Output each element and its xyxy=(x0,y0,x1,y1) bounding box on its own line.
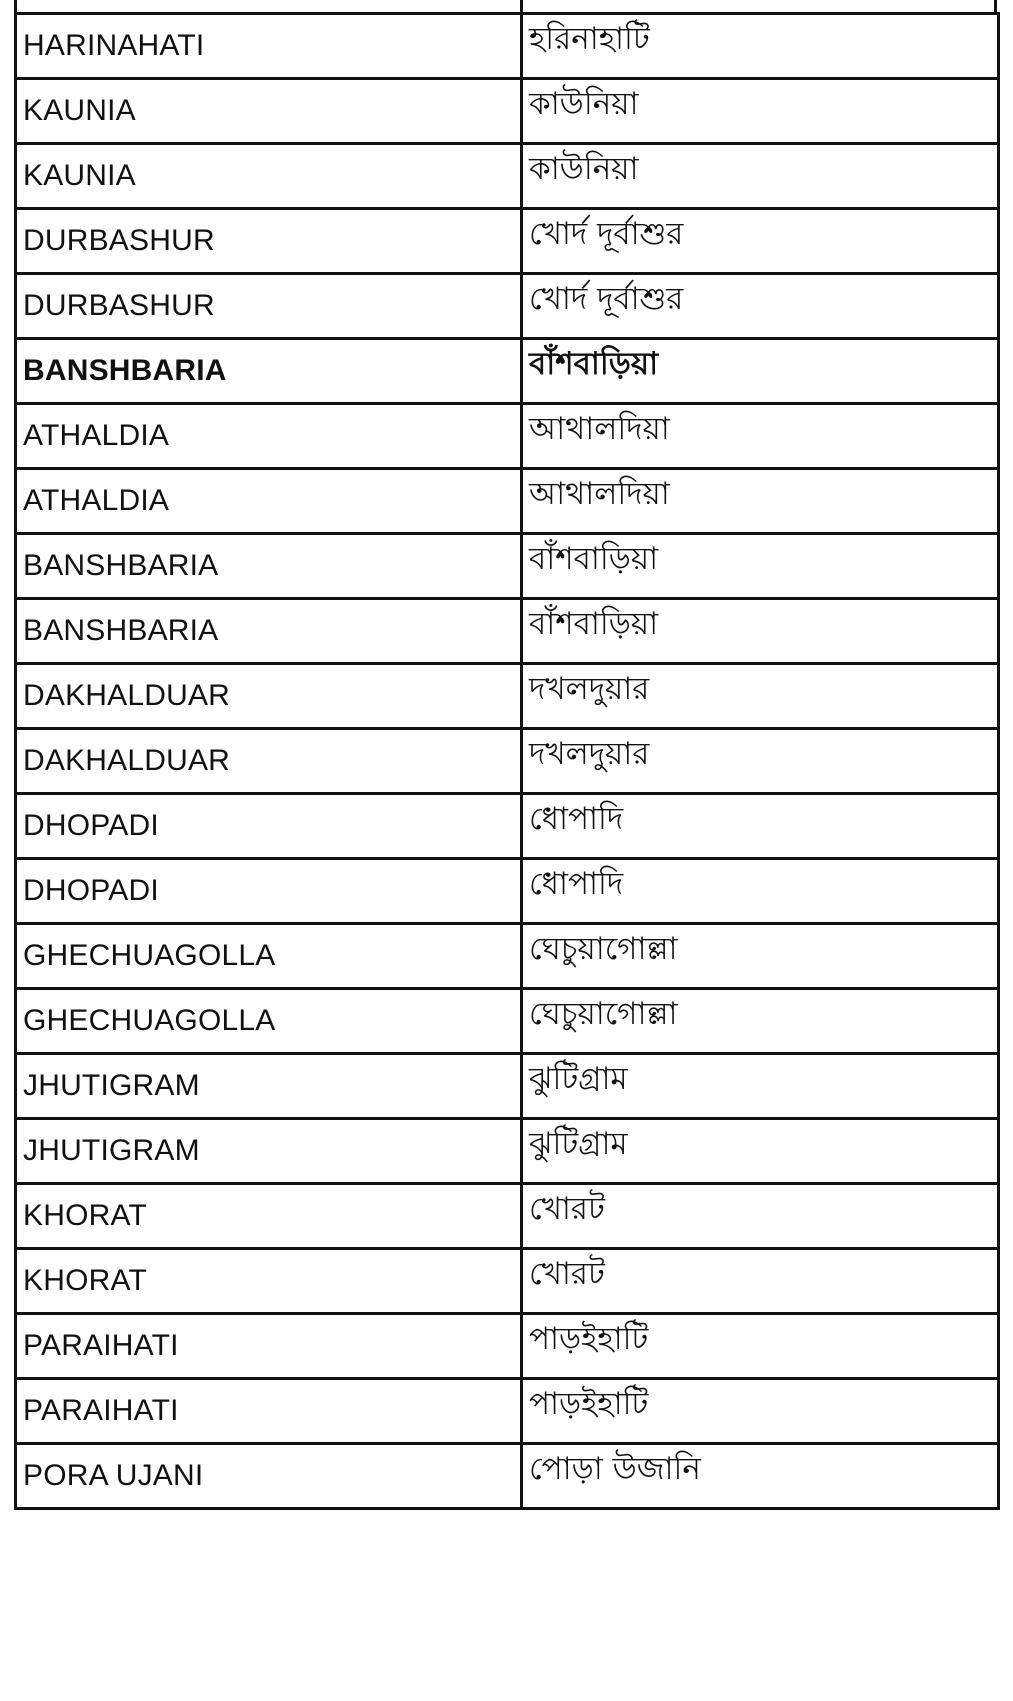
english-name-cell: JHUTIGRAM xyxy=(16,1054,522,1119)
english-name-cell: BANSHBARIA xyxy=(16,339,522,404)
bengali-name-cell: দখলদুয়ার xyxy=(522,664,999,729)
table-row xyxy=(16,794,999,859)
english-name-cell: KHORAT xyxy=(16,1249,522,1314)
bengali-name-cell: ঝুটিগ্রাম xyxy=(522,1054,999,1119)
bengali-name-cell: হরিনাহাটি xyxy=(522,14,999,79)
table-row xyxy=(16,599,999,664)
table-row xyxy=(16,534,999,599)
table-row xyxy=(16,1314,999,1379)
table-row xyxy=(16,14,999,79)
table-row xyxy=(16,989,999,1054)
table-row xyxy=(16,1054,999,1119)
cutoff-table-row xyxy=(14,0,997,12)
bengali-name-cell: বাঁশবাড়িয়া xyxy=(522,599,999,664)
table-row xyxy=(16,1184,999,1249)
bengali-name-cell: কাউনিয়া xyxy=(522,144,999,209)
english-name-cell: DAKHALDUAR xyxy=(16,664,522,729)
column-divider xyxy=(520,0,523,12)
bengali-name-cell: বাঁশবাড়িয়া xyxy=(522,534,999,599)
table-row xyxy=(16,924,999,989)
english-name-cell: HARINAHATI xyxy=(16,14,522,79)
english-name-cell: ATHALDIA xyxy=(16,404,522,469)
english-name-cell: GHECHUAGOLLA xyxy=(16,989,522,1054)
english-name-cell: DHOPADI xyxy=(16,859,522,924)
english-name-cell: PARAIHATI xyxy=(16,1379,522,1444)
bengali-name-cell: ঘেচুয়াগোল্লা xyxy=(522,989,999,1054)
bengali-name-cell: ধোপাদি xyxy=(522,859,999,924)
english-name-cell: DURBASHUR xyxy=(16,209,522,274)
english-name-cell: KAUNIA xyxy=(16,144,522,209)
bengali-name-cell: খোরট xyxy=(522,1249,999,1314)
table-row xyxy=(16,79,999,144)
english-name-cell: ATHALDIA xyxy=(16,469,522,534)
bengali-name-cell: পাড়ইহাটি xyxy=(522,1379,999,1444)
table-row xyxy=(16,664,999,729)
english-name-cell: KAUNIA xyxy=(16,79,522,144)
english-name-cell: BANSHBARIA xyxy=(16,534,522,599)
table-row xyxy=(16,339,999,404)
table-row xyxy=(16,859,999,924)
bengali-name-cell: ঝুটিগ্রাম xyxy=(522,1119,999,1184)
bengali-name-cell: খোরট xyxy=(522,1184,999,1249)
english-name-cell: DURBASHUR xyxy=(16,274,522,339)
bengali-name-cell: আথালদিয়া xyxy=(522,404,999,469)
place-name-table xyxy=(14,12,1000,1510)
english-name-cell: PORA UJANI xyxy=(16,1444,522,1509)
table-row xyxy=(16,144,999,209)
table-row xyxy=(16,729,999,794)
table-row xyxy=(16,1379,999,1444)
bengali-name-cell: দখলদুয়ার xyxy=(522,729,999,794)
bengali-name-cell: আথালদিয়া xyxy=(522,469,999,534)
table-row xyxy=(16,1119,999,1184)
bengali-name-cell: কাউনিয়া xyxy=(522,79,999,144)
english-name-cell: DHOPADI xyxy=(16,794,522,859)
table-row xyxy=(16,1444,999,1509)
english-name-cell: JHUTIGRAM xyxy=(16,1119,522,1184)
table-row xyxy=(16,404,999,469)
english-name-cell: DAKHALDUAR xyxy=(16,729,522,794)
english-name-cell: GHECHUAGOLLA xyxy=(16,924,522,989)
table-row xyxy=(16,209,999,274)
bengali-name-cell: ধোপাদি xyxy=(522,794,999,859)
english-name-cell: PARAIHATI xyxy=(16,1314,522,1379)
table-row xyxy=(16,469,999,534)
bengali-name-cell: পাড়ইহাটি xyxy=(522,1314,999,1379)
bengali-name-cell: বাঁশবাড়িয়া xyxy=(522,339,999,404)
bengali-name-cell: ঘেচুয়াগোল্লা xyxy=(522,924,999,989)
bengali-name-cell: পোড়া উজানি xyxy=(522,1444,999,1509)
bengali-name-cell: খোর্দ দূর্বাশুর xyxy=(522,274,999,339)
table-row xyxy=(16,1249,999,1314)
bengali-name-cell: খোর্দ দূর্বাশুর xyxy=(522,209,999,274)
table-body xyxy=(16,14,999,1509)
english-name-cell: BANSHBARIA xyxy=(16,599,522,664)
place-name-table-container xyxy=(14,12,997,1510)
english-name-cell: KHORAT xyxy=(16,1184,522,1249)
table-row xyxy=(16,274,999,339)
